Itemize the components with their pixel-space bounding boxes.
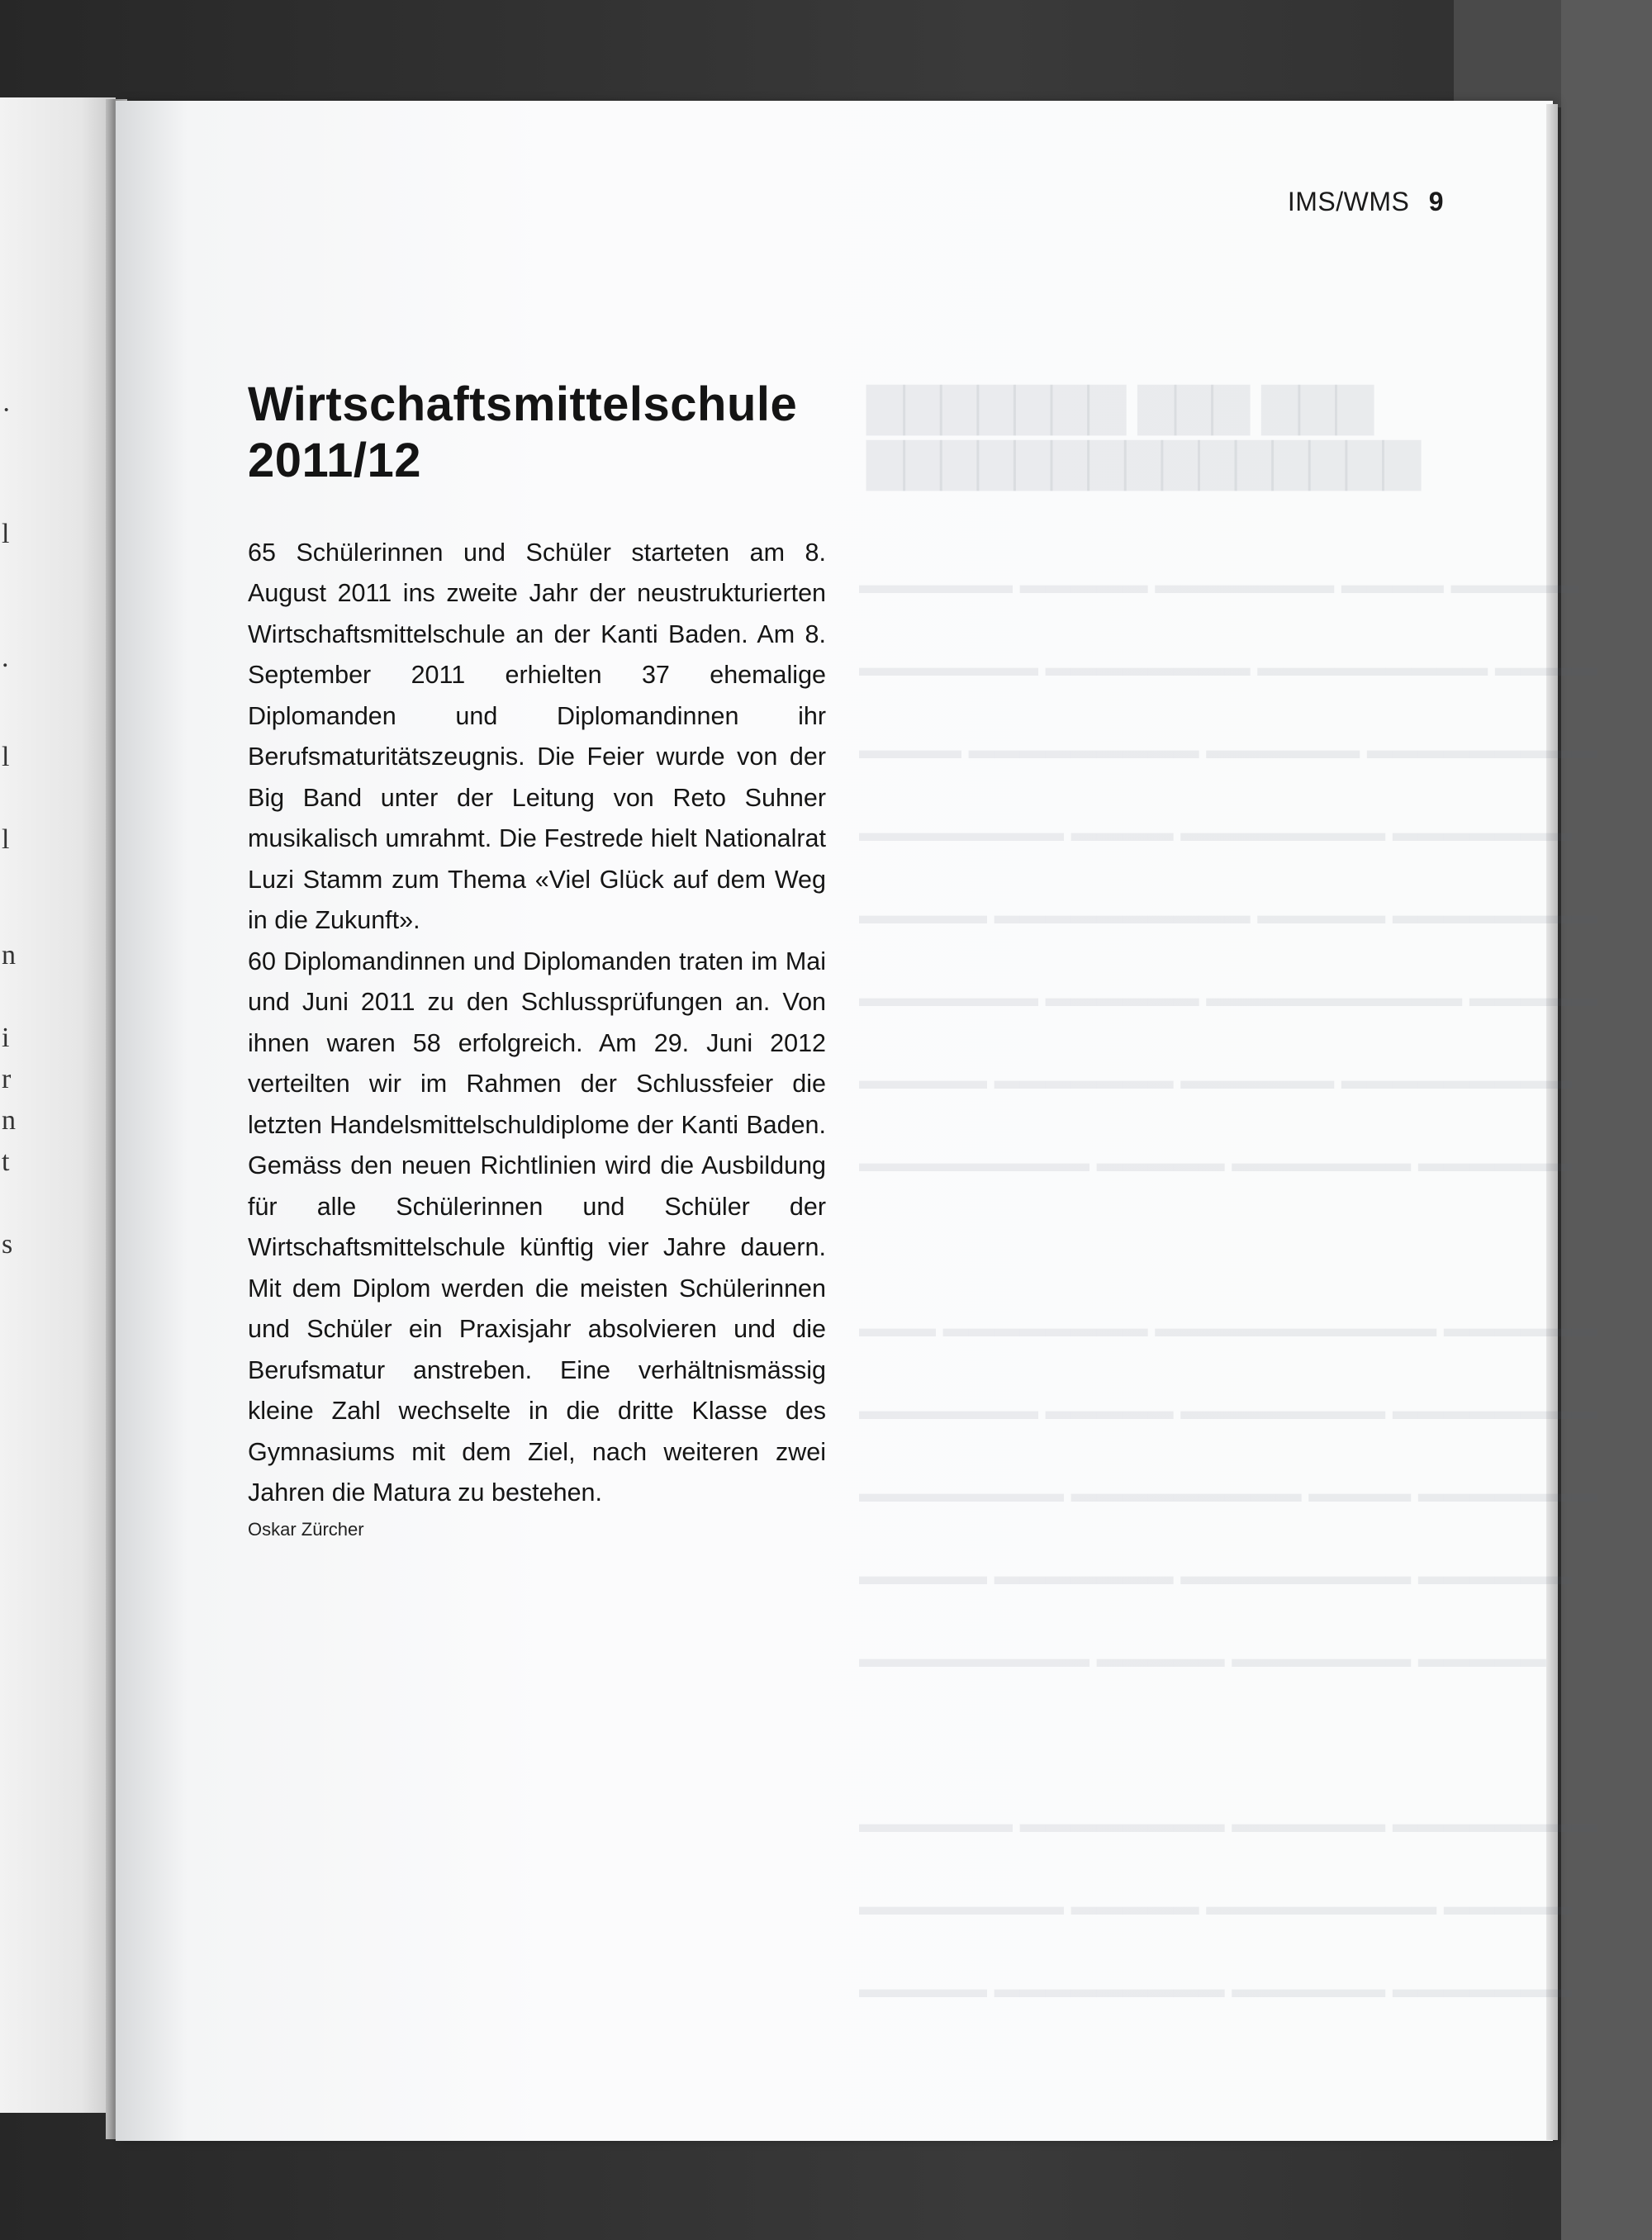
scanner-background-right [1561,0,1652,2240]
article-body [248,533,826,1514]
author: Oskar Zürcher [248,1518,364,1540]
title-line-1: Wirtschaftsmittelschule [248,377,798,431]
article-title [248,377,826,490]
title-line-2: 2011/12 [248,434,421,488]
page-number: 9 [1428,187,1444,216]
paragraph-1: 65 Schülerinnen und Schüler starteten am 8. August 2011 ins zweite Jahr der neustrukturierten Wirtschaftsmittelschule an der Kanti Baden. Am 8. September 2011 erhielten 37 ehemalige Diplomanden und Diplomandinnen ihr Berufsmaturitätszeugnis. Die Feier wurde von der Big Band unter der Leitung von Reto Suhner musikalisch umrahmt. Die Festrede hielt Nationalrat Luzi Stamm zum Thema «Viel Glück auf dem Weg in die Zukunft». [248,538,826,935]
page-edge-shadow [1546,104,1558,2140]
running-header [1288,187,1444,217]
section-label: IMS/WMS [1287,187,1410,216]
facing-page-edge: · l . l l n i r n t s [0,97,116,2113]
article [248,377,826,1540]
paragraph-2: 60 Diplomandinnen und Diplomanden traten im Mai und Juni 2011 zu den Schlussprüfungen an. Von ihnen waren 58 erfolgreich. Am 29. Juni 2012 verteilten wir im Rahmen der Schlussfeier die letzten Handelsmittelschuldiplome der Kanti Baden. Gemäss den neuen Richtlinien wird die Ausbildung für alle Schülerinnen und Schüler der Wirtschaftsmittelschule künftig vier Jahre dauern. Mit dem Diplom werden die meisten Schülerinnen und Schüler ein Praxisjahr absolvieren und die Berufsmatur anstreben. Eine verhältnismässig kleine Zahl wechselte in die dritte Klasse des Gymnasiums mit dem Ziel, nach weiteren zwei Jahren die Matura zu bestehen. [248,947,826,1507]
